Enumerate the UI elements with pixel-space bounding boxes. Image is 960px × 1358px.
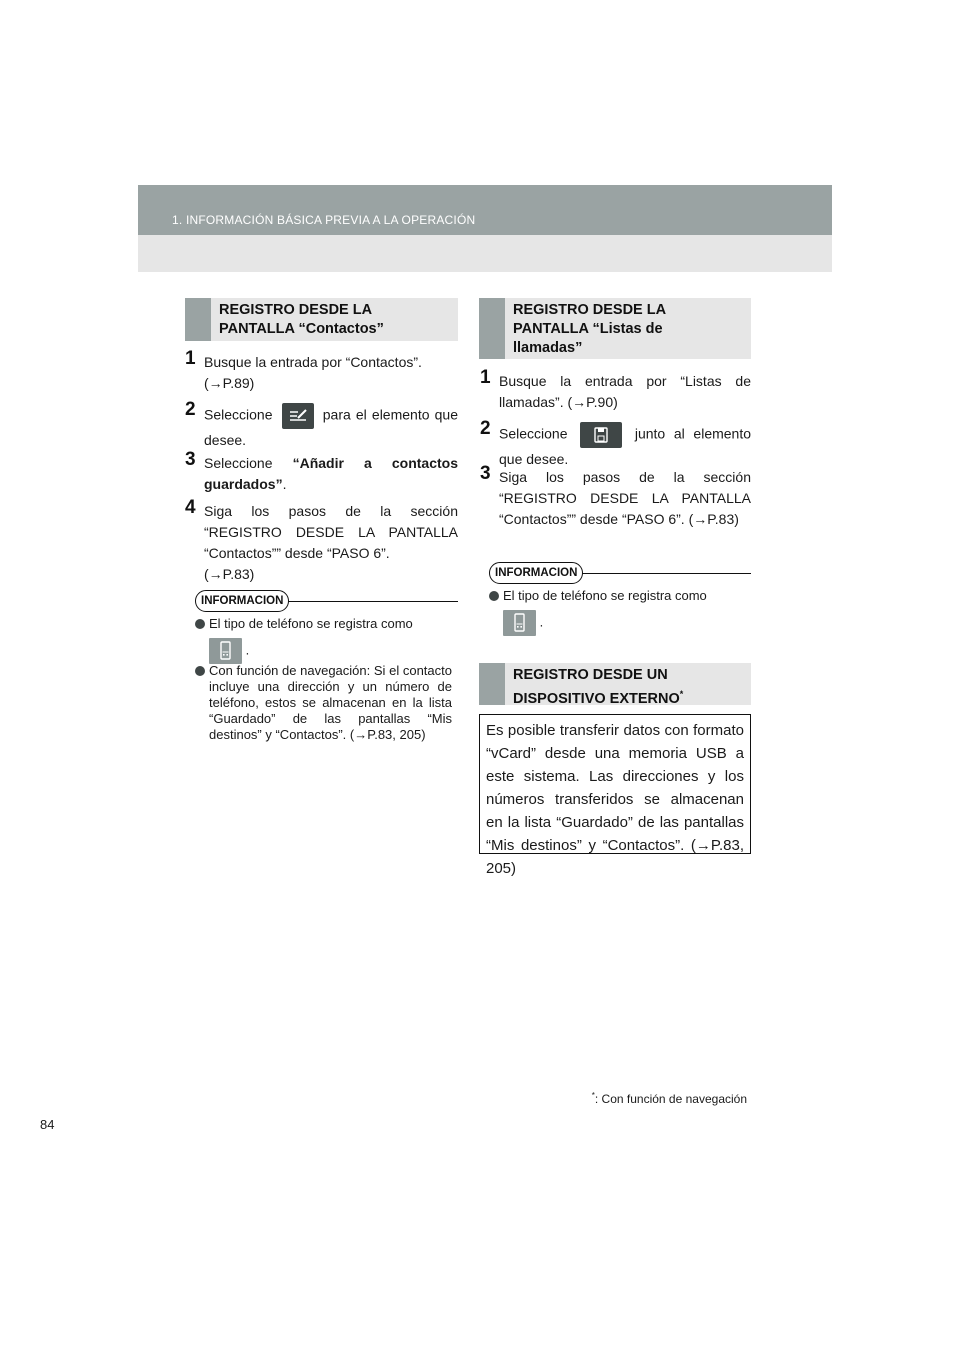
footnote-mark: *: [591, 1091, 595, 1100]
step-number: 1: [185, 348, 196, 369]
step-number: 4: [185, 497, 196, 518]
step-number: 1: [480, 367, 491, 388]
step-4: [185, 497, 458, 585]
section-title-line: DISPOSITIVO EXTERNO: [513, 690, 680, 707]
step-text: Seleccione: [204, 455, 273, 471]
section-bar: [479, 663, 505, 705]
page-number: 84: [40, 1117, 55, 1132]
note-text: El tipo de teléfono se registra como: [209, 616, 413, 631]
phone-type-icon: [209, 638, 242, 664]
step-2: [480, 418, 752, 470]
step-text: Busque la entrada por “Contactos”.: [204, 354, 422, 370]
section-title-line: REGISTRO DESDE LA: [513, 302, 667, 318]
note-item: [489, 588, 751, 636]
step-text: Seleccione: [204, 406, 273, 423]
bullet-icon: [195, 666, 205, 676]
bullet-icon: [489, 591, 499, 601]
step-text: junto al elemento que desee.: [499, 425, 752, 467]
footnote-mark: *: [679, 689, 684, 699]
footnote: [560, 1091, 747, 1106]
note-text: .: [539, 614, 544, 630]
section-header-listas: [479, 298, 751, 359]
save-icon: [580, 422, 622, 448]
page-reference: (→P.89): [204, 375, 255, 391]
step-1: [480, 367, 751, 413]
info-label: INFORMACION: [195, 590, 289, 612]
header-band: [138, 185, 832, 235]
step-number: 2: [185, 399, 196, 420]
note-item: [195, 663, 452, 743]
step-text: Seleccione: [499, 425, 568, 442]
step-text: para el elemento que desee.: [204, 406, 458, 448]
step-text: Siga los pasos de la sección “REGISTRO DESDE LA PANTALLA “Contactos”” desde “PASO 6”. (→P.83): [499, 469, 751, 527]
chapter-title: 1. INFORMACIÓN BÁSICA PREVIA A LA OPERACIÓN: [172, 213, 476, 227]
note-item: [195, 616, 458, 664]
note-text: Con función de navegación: Si el contacto incluye una dirección y un número de teléfono, estos se almacenan en la lista “Guardado” de las pantallas “Mis destinos” y “Contactos”. (→P.83, 205): [209, 663, 452, 742]
footnote-text: : Con función de navegación: [594, 1092, 747, 1106]
step-3: [185, 449, 459, 495]
bullet-icon: [195, 619, 205, 629]
step-text: Siga los pasos de la sección “REGISTRO DESDE LA PANTALLA “Contactos”” desde “PASO 6”.: [204, 503, 458, 561]
section-header-externo: [479, 663, 751, 705]
step-3: [480, 463, 751, 530]
section-title-line: REGISTRO DESDE UN: [513, 667, 668, 683]
section-title-line: PANTALLA “Listas de: [513, 321, 663, 337]
step-number: 3: [185, 449, 196, 470]
note-text: El tipo de teléfono se registra como: [503, 588, 707, 603]
page-reference: (→P.83): [204, 566, 255, 582]
section-title-line: PANTALLA “Contactos”: [219, 321, 384, 337]
step-number: 2: [480, 418, 491, 439]
section-bar: [479, 298, 505, 359]
section-title-line: REGISTRO DESDE LA: [219, 302, 373, 318]
edit-icon: [282, 403, 314, 429]
step-number: 3: [480, 463, 491, 484]
info-label: INFORMACION: [489, 562, 583, 584]
section-bar: [185, 298, 211, 341]
section-title-line: llamadas”: [513, 340, 583, 356]
step-2: [185, 399, 458, 451]
step-1: [185, 348, 458, 394]
info-box-text: Es posible transferir datos con formato “vCard” desde una memoria USB a este sistema. Las direcciones y los números transferidos se almacenan en la lista “Guardado” de las pantallas “Mis destinos” y “Contactos”. (→P.83, 205): [486, 722, 744, 877]
phone-type-icon: [503, 610, 536, 636]
section-header-contactos: [185, 298, 458, 341]
menu-option-label: “Añadir a contactos guardados”: [204, 455, 459, 492]
step-text: Busque la entrada por “Listas de llamadas”. (→P.90): [499, 373, 751, 410]
note-text: .: [245, 642, 250, 658]
header-subband: [138, 235, 832, 272]
step-text: .: [282, 476, 287, 492]
